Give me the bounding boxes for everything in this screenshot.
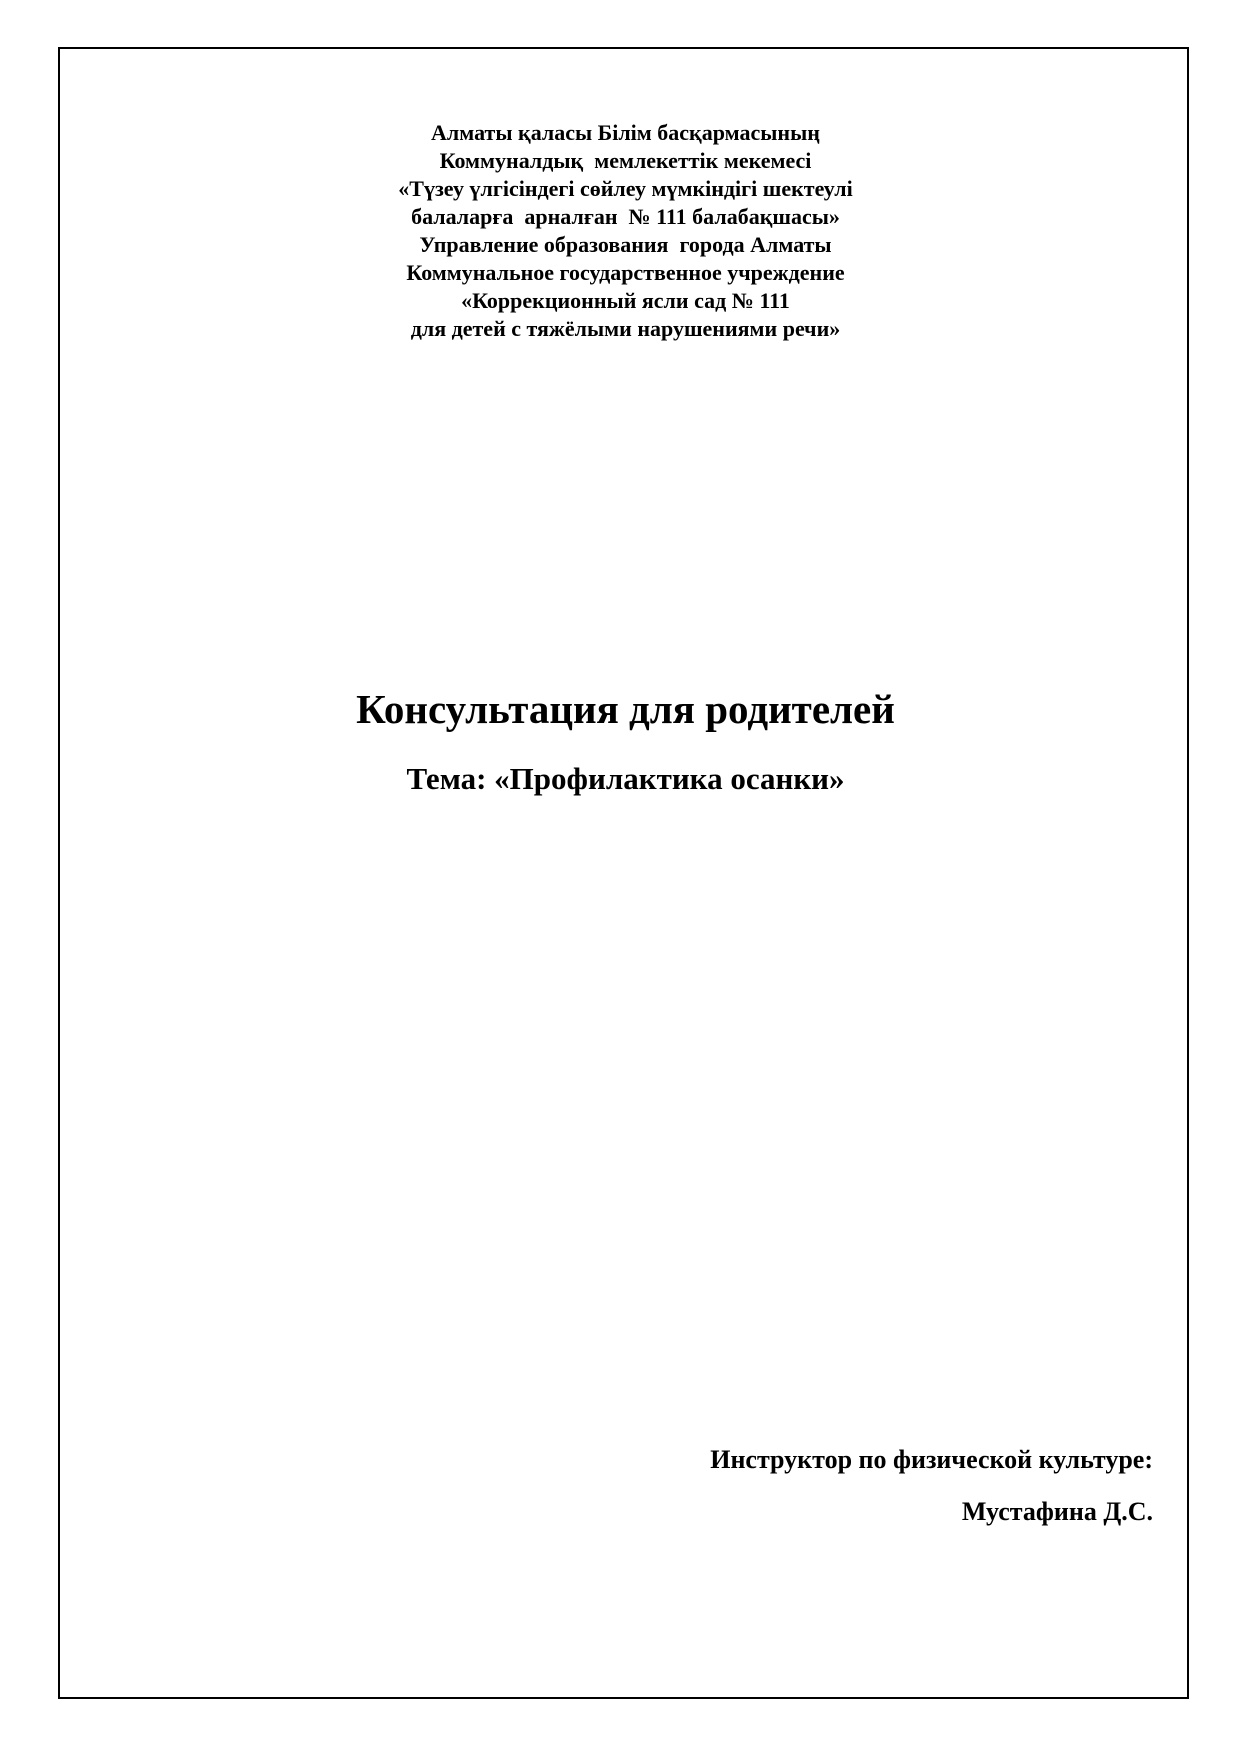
header-line: Управление образования города Алматы <box>419 232 832 257</box>
author-name: Мустафина Д.С. <box>961 1497 1153 1526</box>
header-line: Коммунальное государственное учреждение <box>406 260 845 285</box>
page-border <box>58 47 1189 1699</box>
institution-header <box>60 119 1191 343</box>
header-line: балаларға арналған № 111 балабақшасы» <box>411 204 840 229</box>
document-title: Консультация для родителей <box>356 686 895 732</box>
header-line: «Коррекционный ясли сад № 111 <box>461 288 790 313</box>
document-topic: Тема: «Профилактика осанки» <box>406 761 845 796</box>
header-line: для детей с тяжёлыми нарушениями речи» <box>410 316 841 341</box>
header-line: Коммуналдық мемлекеттік мекемесі <box>439 148 812 173</box>
header-line: «Түзеу үлгісіндегі сөйлеу мүмкіндігі шектеулі <box>398 176 853 201</box>
author-role: Инструктор по физической культуре: <box>710 1445 1153 1474</box>
header-line: Алматы қаласы Білім басқармасының <box>431 120 820 145</box>
